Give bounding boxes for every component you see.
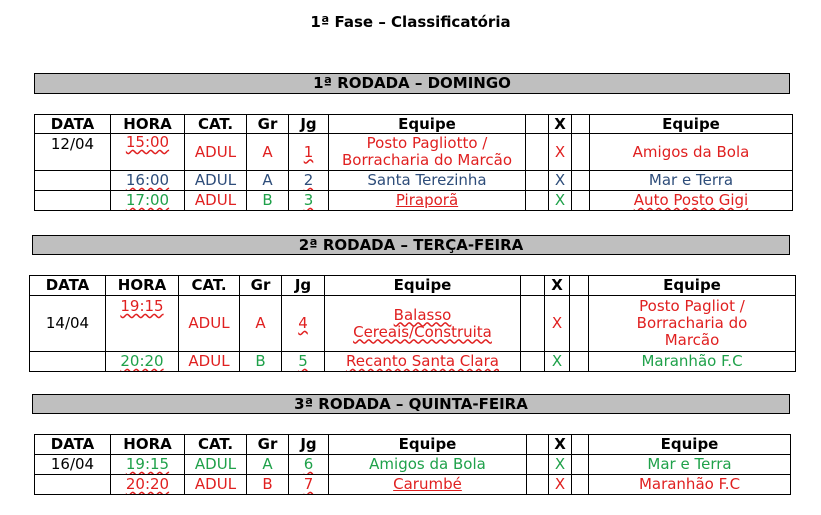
table-row [30, 296, 796, 352]
round-1-header: 1ª RODADA – DOMINGO [34, 73, 790, 94]
away-team-cell: Mar e Terra [590, 171, 793, 191]
table-header-row [35, 435, 791, 455]
home-team-cell [329, 134, 526, 171]
away-team-line: Posto Pagliot / [639, 297, 745, 315]
gr-cell: B [247, 191, 289, 211]
home-team-cell [325, 296, 521, 352]
header-blank [570, 276, 589, 296]
versus-cell: X [549, 134, 572, 171]
header-data: DATA [35, 115, 111, 134]
gr-cell: B [240, 352, 282, 372]
blank-cell [572, 171, 590, 191]
round-1-table [34, 114, 793, 211]
versus-cell: X [549, 475, 572, 495]
away-team-cell: Mar e Terra [589, 455, 791, 475]
blank-cell [526, 134, 549, 171]
header-cat: CAT. [185, 115, 247, 134]
versus-cell: X [545, 352, 570, 372]
blank-cell [572, 134, 590, 171]
table-header-row [35, 115, 793, 134]
round-2-header: 2ª RODADA – TERÇA-FEIRA [32, 235, 790, 255]
away-team-cell: Maranhão F.C [589, 475, 791, 495]
header-x: X [549, 435, 572, 455]
date-cell: 14/04 [30, 296, 106, 352]
blank-cell [572, 475, 589, 495]
blank-cell [570, 352, 589, 372]
blank-cell [572, 455, 589, 475]
header-equipe-away: Equipe [589, 435, 791, 455]
home-team-cell: Recanto Santa Clara [325, 352, 521, 372]
cat-cell: ADUL [185, 475, 247, 495]
hora-cell: 19:15 [106, 296, 179, 352]
versus-cell: X [549, 191, 572, 211]
home-team-cell: Carumbé [329, 475, 527, 495]
date-cell [35, 191, 111, 211]
table-row [35, 475, 791, 495]
table-row [30, 352, 796, 372]
header-cat: CAT. [185, 435, 247, 455]
round-2-table [29, 275, 796, 372]
header-blank [572, 115, 590, 134]
cat-cell: ADUL [179, 296, 240, 352]
header-blank [521, 276, 545, 296]
versus-cell: X [545, 296, 570, 352]
header-equipe-home: Equipe [325, 276, 521, 296]
away-team-cell: Maranhão F.C [589, 352, 796, 372]
blank-cell [526, 171, 549, 191]
round-3-header: 3ª RODADA – QUINTA-FEIRA [32, 394, 790, 414]
hora-cell: 16:00 [111, 171, 185, 191]
header-jg: Jg [289, 435, 329, 455]
hora-cell: 20:20 [111, 475, 185, 495]
versus-cell: X [549, 455, 572, 475]
table-row [35, 171, 793, 191]
header-cat: CAT. [179, 276, 240, 296]
header-gr: Gr [247, 435, 289, 455]
gr-cell: A [247, 134, 289, 171]
gr-cell: A [240, 296, 282, 352]
away-team-line: Marcão [664, 331, 720, 349]
jg-cell: 4 [282, 296, 325, 352]
header-blank [572, 435, 589, 455]
header-equipe-away: Equipe [589, 276, 796, 296]
cat-cell: ADUL [185, 171, 247, 191]
header-hora: HORA [106, 276, 179, 296]
round-3-table [34, 434, 791, 495]
header-gr: Gr [240, 276, 282, 296]
date-cell [35, 475, 111, 495]
gr-cell: A [247, 455, 289, 475]
header-jg: Jg [282, 276, 325, 296]
header-gr: Gr [247, 115, 289, 134]
table-header-row [30, 276, 796, 296]
hora-cell: 17:00 [111, 191, 185, 211]
home-team-line: Borracharia do Marcão [341, 151, 513, 169]
home-team-cell: Piraporã [329, 191, 526, 211]
date-cell [35, 171, 111, 191]
header-blank [526, 115, 549, 134]
home-team-cell: Santa Terezinha [329, 171, 526, 191]
jg-cell: 5 [282, 352, 325, 372]
header-data: DATA [30, 276, 106, 296]
header-equipe-away: Equipe [590, 115, 793, 134]
header-data: DATA [35, 435, 111, 455]
blank-cell [527, 475, 549, 495]
jg-cell: 6 [289, 455, 329, 475]
jg-cell: 1 [289, 134, 329, 171]
hora-cell: 15:00 [111, 134, 185, 171]
gr-cell: A [247, 171, 289, 191]
away-team-cell [589, 296, 796, 352]
jg-cell: 3 [289, 191, 329, 211]
away-team-line: Borracharia do [636, 314, 748, 332]
header-hora: HORA [111, 115, 185, 134]
header-hora: HORA [111, 435, 185, 455]
blank-cell [526, 191, 549, 211]
date-cell [30, 352, 106, 372]
header-x: X [545, 276, 570, 296]
blank-cell [572, 191, 590, 211]
cat-cell: ADUL [179, 352, 240, 372]
cat-cell: ADUL [185, 191, 247, 211]
hora-cell: 19:15 [111, 455, 185, 475]
blank-cell [527, 455, 549, 475]
page-title: 1ª Fase – Classificatória [310, 13, 511, 31]
header-blank [527, 435, 549, 455]
table-row [35, 134, 793, 171]
home-team-line: Balasso [393, 305, 452, 324]
date-cell: 16/04 [35, 455, 111, 475]
blank-cell [570, 296, 589, 352]
date-cell: 12/04 [35, 134, 111, 171]
away-team-cell: Amigos da Bola [590, 134, 793, 171]
hora-cell: 20:20 [106, 352, 179, 372]
cat-cell: ADUL [185, 134, 247, 171]
blank-cell [521, 352, 545, 372]
home-team-line: Cereais/Construita [353, 322, 492, 341]
home-team-line: Posto Pagliotto / [366, 134, 488, 152]
cat-cell: ADUL [185, 455, 247, 475]
header-x: X [549, 115, 572, 134]
header-equipe-home: Equipe [329, 115, 526, 134]
jg-cell: 7 [289, 475, 329, 495]
header-jg: Jg [289, 115, 329, 134]
table-row [35, 455, 791, 475]
gr-cell: B [247, 475, 289, 495]
jg-cell: 2 [289, 171, 329, 191]
blank-cell [521, 296, 545, 352]
table-row [35, 191, 793, 211]
header-equipe-home: Equipe [329, 435, 527, 455]
versus-cell: X [549, 171, 572, 191]
home-team-cell: Amigos da Bola [329, 455, 527, 475]
away-team-cell: Auto Posto Gigi [590, 191, 793, 211]
